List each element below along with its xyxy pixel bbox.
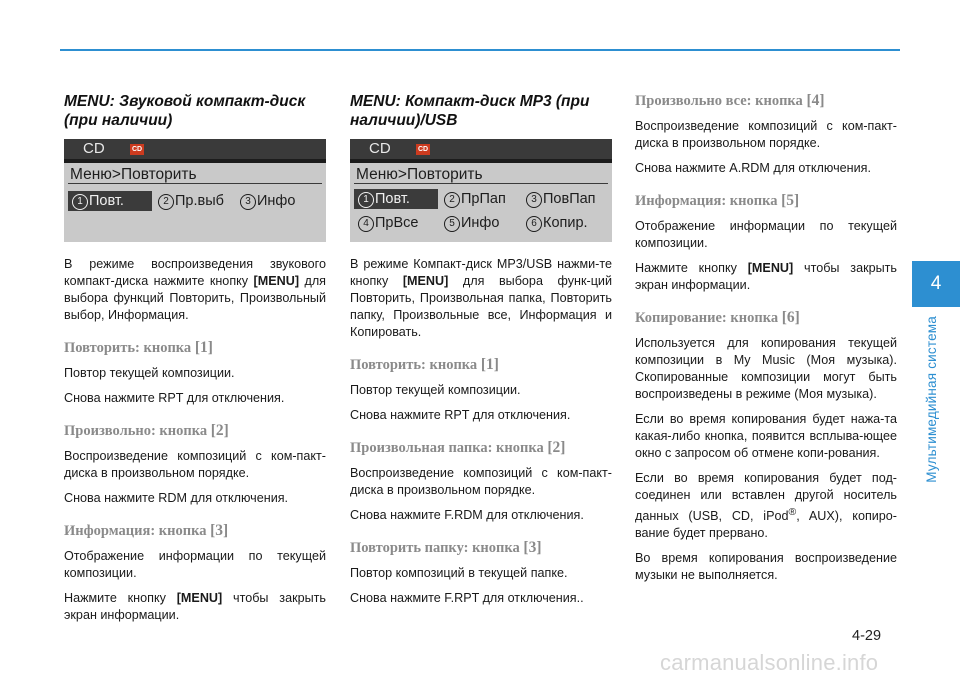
screen-option-2: 2 Пр.выб	[154, 191, 224, 211]
page-number: 4-29	[852, 628, 882, 644]
heading-random-all: Произвольно все: кнопка [4]	[635, 92, 825, 109]
chapter-tab: 4	[912, 261, 960, 307]
top-rule	[60, 49, 900, 51]
screen-option-2: 2 ПрПап	[440, 189, 506, 209]
screen-menu-path: Меню>Повторить	[356, 166, 483, 183]
column-audio-cd: MENU: Звуковой компакт-диск (при наличии) CD CD Меню>Повторить 1 Повт. 2 Пр.выб 3 Инфо В режиме воспроизведения звукового компакт-диска нажмите кнопку [MENU] для выбора функций Повторить, Произвольный выбор, Информация. Повторить: кнопка [1] Повтор текущей композиции. Снова нажмите RPT для отключения. Произвольно: кнопка [2] Воспроизведение композиций с ком-пакт-диска в произвольном порядке. Снова нажмите RDM для отключения. Информация: кнопка [3] Отображение информации по текущей композиции. Нажмите кнопку [MENU] чтобы закрыть экран информации.	[64, 93, 326, 622]
screen-menu-path: Меню>Повторить	[70, 166, 197, 183]
section-title: MENU: Звуковой компакт-диск (при наличии)	[64, 93, 306, 129]
screen-option-1: 1 Повт.	[354, 189, 438, 209]
chapter-label: Мультимедийная система	[924, 316, 939, 483]
screen-source: CD	[83, 140, 105, 157]
cd-badge-icon: CD	[417, 146, 429, 153]
section-title: MENU: Компакт-диск MP3 (при наличии)/USB	[350, 93, 590, 129]
screen-option-1: 1 Повт.	[68, 191, 152, 211]
intro-paragraph: В режиме Компакт-диск MP3/USB нажми-те кнопку [MENU] для выбора функ-ций Повторить, Произвольная папка, Повторить папку, Произвольные все, Информация и Копировать.	[350, 257, 612, 339]
heading-info: Информация: кнопка [3]	[64, 522, 229, 539]
screen-option-4: 4 ПрВсе	[354, 213, 418, 233]
screen-option-6: 6 Копир.	[522, 213, 588, 233]
column-continued: Произвольно все: кнопка [4] Воспроизведение композиций с ком-пакт-диска в произвольном порядке. Снова нажмите A.RDM для отключения. Информация: кнопка [5] Отображение информации по текущей композиции. Нажмите кнопку [MENU] чтобы закрыть экран информации. Копирование: кнопка [6] Используется для копирования текущей композиции в My Music (Моя музыка). Скопированные композиции могут быть воспроизведены в режиме (Моя музыка). Если во время копирования будет нажа-та какая-либо кнопка, появится всплыва-ющее окно с запросом об отмене копи-рования. Если во время копирования будет под-соединен или вставлен другой носитель данных (USB, CD, iPod®, AUX), копиро-вание будет прервано. Во время копирования воспроизведение музыки не выполняется.	[635, 92, 898, 583]
intro-paragraph: В режиме воспроизведения звукового компакт-диска нажмите кнопку [MENU] для выбора функций Повторить, Произвольный выбор, Информация.	[64, 257, 326, 322]
screen-option-3: 3 Инфо	[236, 191, 295, 211]
heading-repeat: Повторить: кнопка [1]	[64, 339, 213, 356]
heading-repeat: Повторить: кнопка [1]	[350, 356, 499, 373]
lcd-screen	[64, 139, 326, 242]
heading-random: Произвольно: кнопка [2]	[64, 422, 229, 439]
heading-random-folder: Произвольная папка: кнопка [2]	[350, 439, 566, 456]
cd-badge-icon: CD	[131, 146, 143, 153]
screen-option-5: 5 Инфо	[440, 213, 499, 233]
screen-source: CD	[369, 140, 391, 157]
close-info-paragraph: Нажмите кнопку [MENU] чтобы закрыть экран информации.	[635, 261, 897, 292]
heading-info: Информация: кнопка [5]	[635, 192, 800, 209]
column-mp3-usb: MENU: Компакт-диск MP3 (при наличии)/USB CD CD Меню>Повторить 1 Повт. 2 ПрПап 3 ПовПап 4 ПрВсе 5 Инфо 6 Копир. В режиме Компакт-диск MP3/USB нажми-те кнопку [MENU] для выбора функ-ций Повторить, Произвольная папка, Повторить папку, Произвольные все, Информация и Копировать. Повторить: кнопка [1] Повтор текущей композиции. Снова нажмите RPT для отключения. Произвольная папка: кнопка [2] Воспроизведение композиций с ком-пакт-диска в произвольном порядке. Снова нажмите F.RDM для отключения. Повторить папку: кнопка [3] Повтор композиций в текущей папке. Снова нажмите F.RPT для отключения..	[350, 93, 612, 605]
watermark: carmanualsonline.info	[660, 650, 879, 675]
heading-copy: Копирование: кнопка [6]	[635, 309, 800, 326]
close-info-paragraph: Нажмите кнопку [MENU] чтобы закрыть экран информации.	[64, 591, 326, 622]
screen-option-3: 3 ПовПап	[522, 189, 596, 209]
lcd-screen	[350, 139, 612, 242]
heading-repeat-folder: Повторить папку: кнопка [3]	[350, 539, 542, 556]
